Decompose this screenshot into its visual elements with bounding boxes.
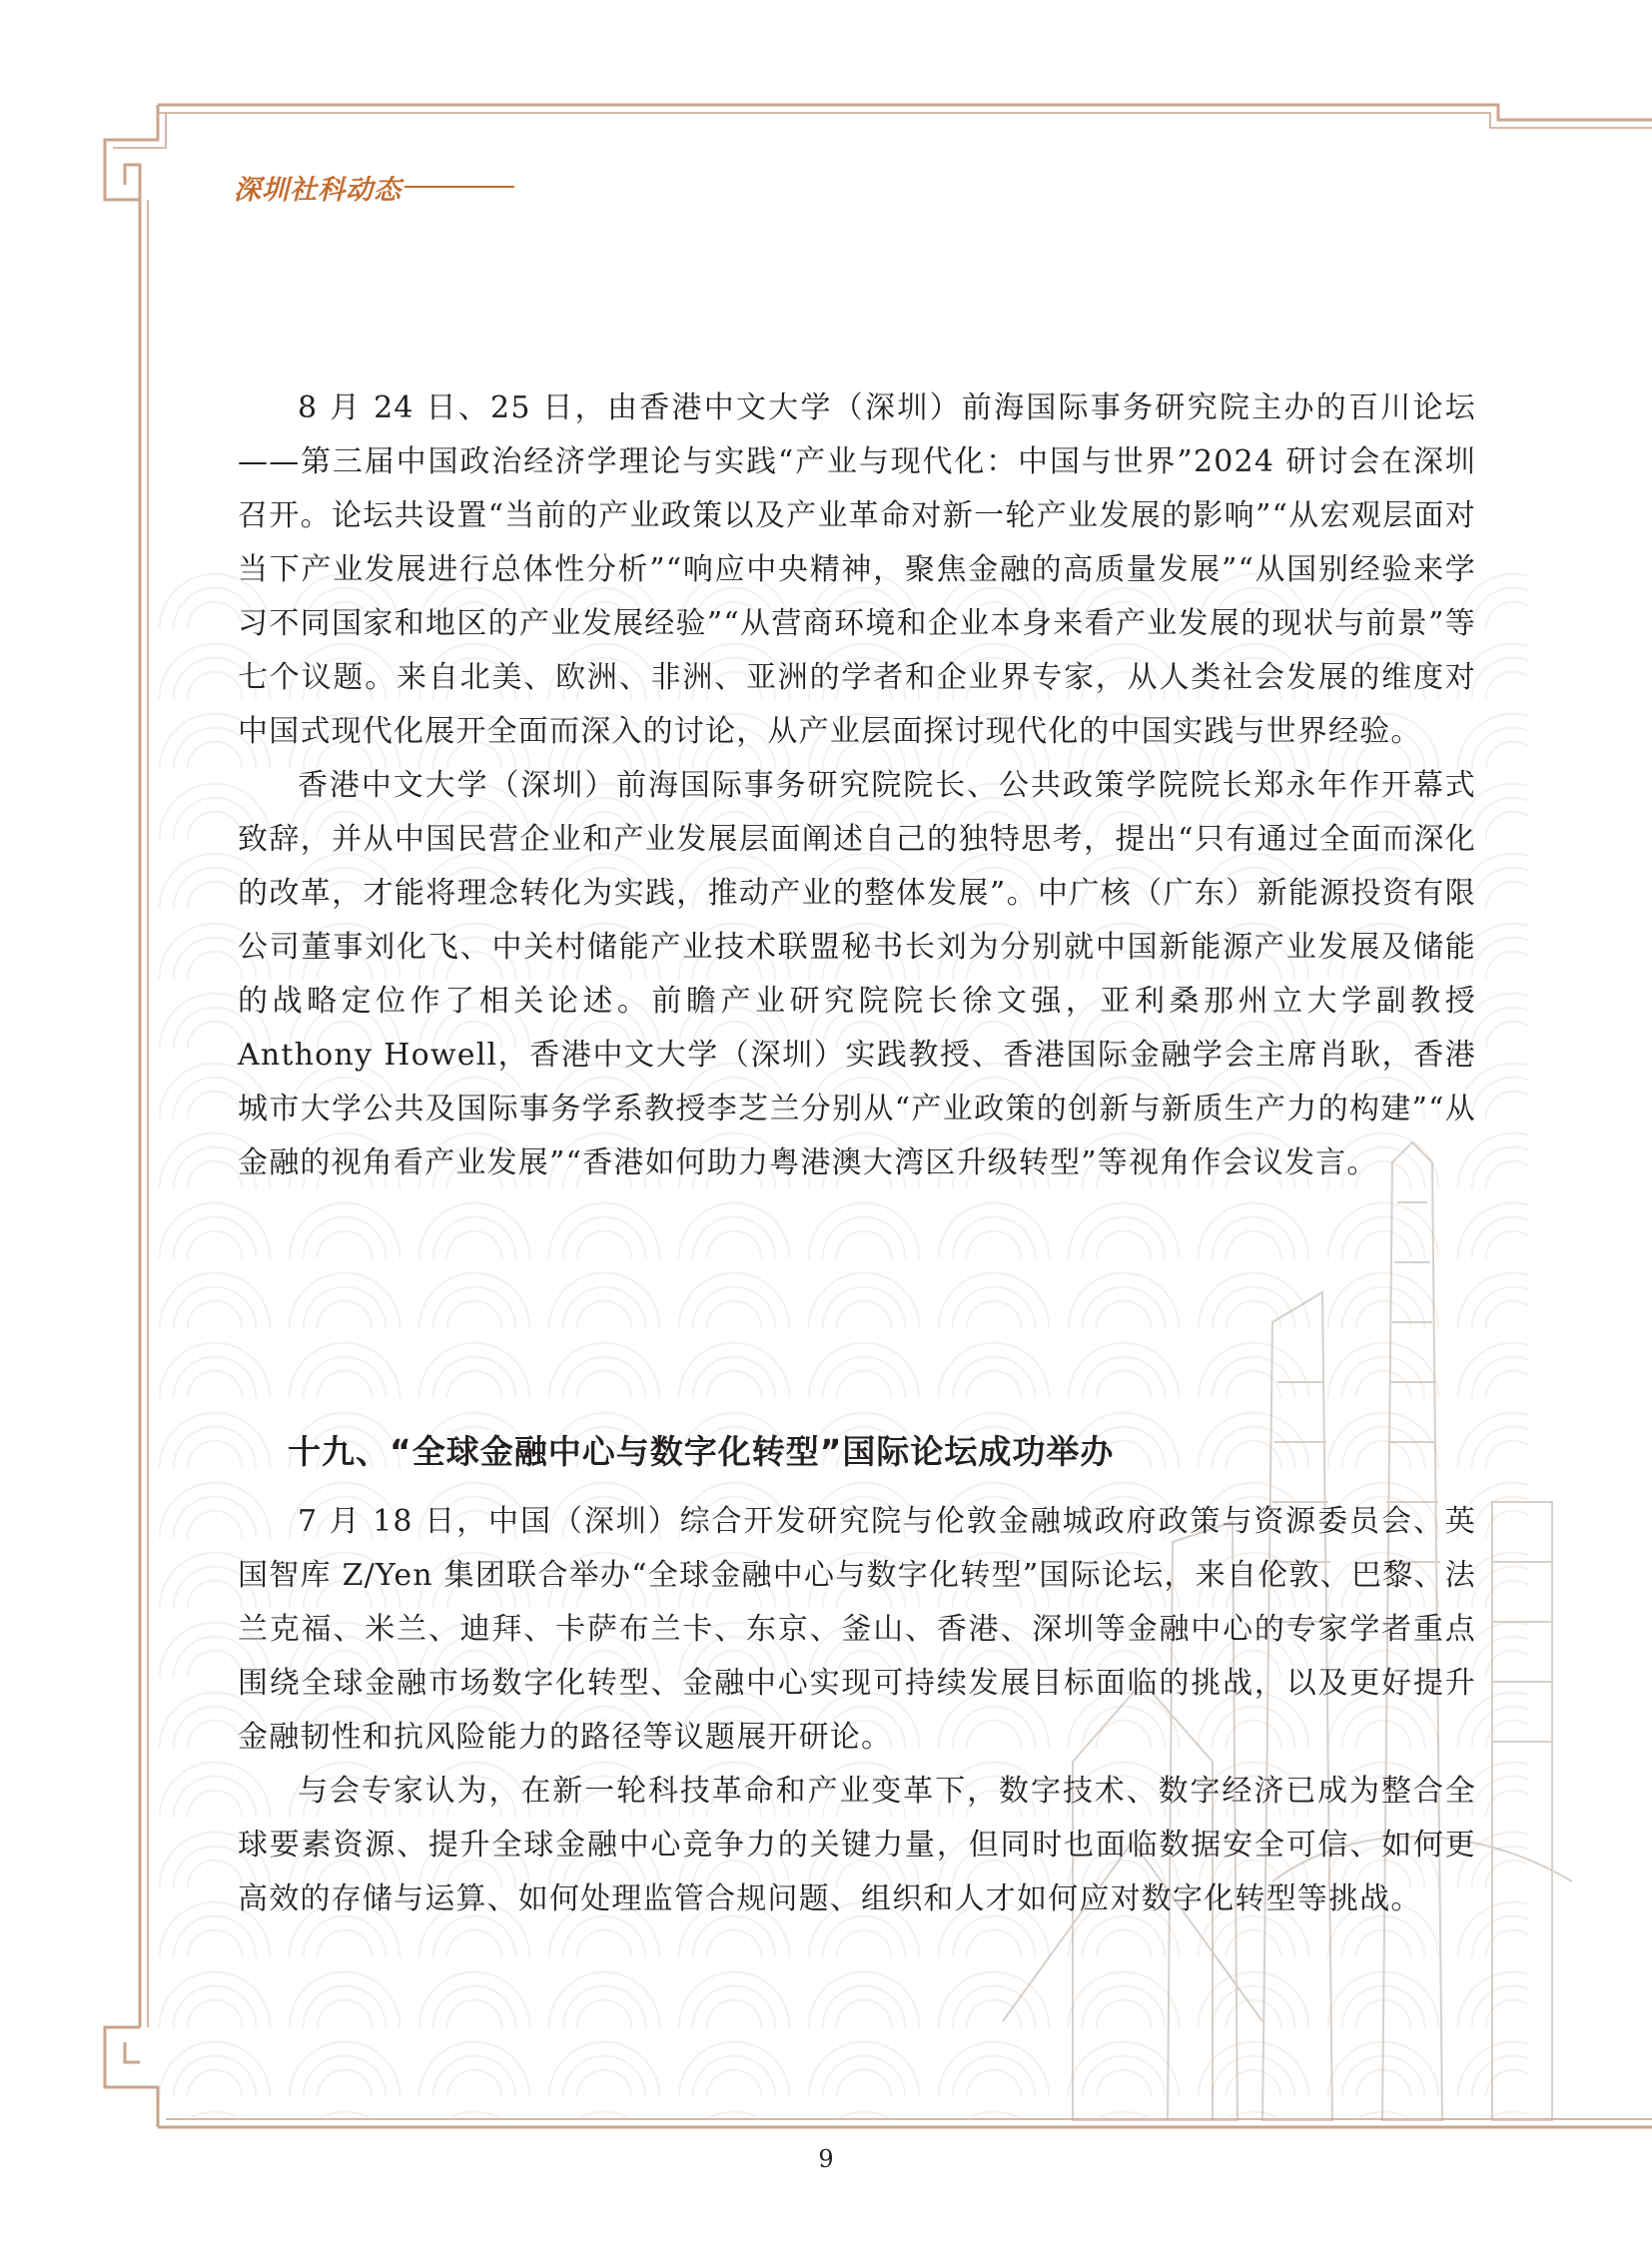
- article-paragraph-1: 8 月 24 日、25 日，由香港中文大学（深圳）前海国际事务研究院主办的百川论坛——第三届中国政治经济学理论与实践“产业与现代化：中国与世界”2024 研讨会在深圳召开。论坛共设置“当前的产业政策以及产业革命对新一轮产业发展的影响”“从宏观层面对当下产业发展进行总体性分析”“响应中央精神，聚焦金融的高质量发展”“从国别经验来学习不同国家和地区的产业发展经验”“从营商环境和企业本身来看产业发展的现状与前景”等七个议题。来自北美、欧洲、非洲、亚洲的学者和企业界专家，从人类社会发展的维度对中国式现代化展开全面而深入的讨论，从产业层面探讨现代化的中国实践与世界经验。: [238, 390, 1476, 749]
- section-19-body: [238, 1495, 1476, 1926]
- section-19-paragraph-1: 7 月 18 日，中国（深圳）综合开发研究院与伦敦金融城政府政策与资源委员会、英国智库 Z/Yen 集团联合举办“全球金融中心与数字化转型”国际论坛，来自伦敦、巴黎、法兰克福、米兰、迪拜、卡萨布兰卡、东京、釜山、香港、深圳等金融中心的专家学者重点围绕全球金融市场数字化转型、金融中心实现可持续发展目标面临的挑战，以及更好提升金融韧性和抗风险能力的路径等议题展开研论。: [238, 1504, 1476, 1755]
- header-divider-line: [405, 186, 514, 188]
- page-number: 9: [818, 2145, 834, 2173]
- article-body: [238, 381, 1476, 1190]
- article-paragraph-2: 香港中文大学（深圳）前海国际事务研究院院长、公共政策学院院长郑永年作开幕式致辞，并从中国民营企业和产业发展层面阐述自己的独特思考，提出“只有通过全面而深化的改革，才能将理念转化为实践，推动产业的整体发展”。中广核（广东）新能源投资有限公司董事刘化飞、中关村储能产业技术联盟秘书长刘为分别就中国新能源产业发展及储能的战略定位作了相关论述。前瞻产业研究院院长徐文强，亚利桑那州立大学副教授 Anthony Howell，香港中文大学（深圳）实践教授、香港国际金融学会主席肖耿，香港城市大学公共及国际事务学系教授李芝兰分别从“产业政策的创新与新质生产力的构建”“从金融的视角看产业发展”“香港如何助力粤港澳大湾区升级转型”等视角作会议发言。: [238, 768, 1476, 1180]
- journal-header-label: 深圳社科动态: [234, 175, 402, 206]
- section-19-title: 十九、“全球金融中心与数字化转型”国际论坛成功举办: [288, 1432, 1115, 1471]
- section-19-paragraph-2: 与会专家认为，在新一轮科技革命和产业变革下，数字技术、数字经济已成为整合全球要素资源、提升全球金融中心竞争力的关键力量，但同时也面临数据安全可信、如何更高效的存储与运算、如何处理监管合规问题、组织和人才如何应对数字化转型等挑战。: [238, 1774, 1476, 1916]
